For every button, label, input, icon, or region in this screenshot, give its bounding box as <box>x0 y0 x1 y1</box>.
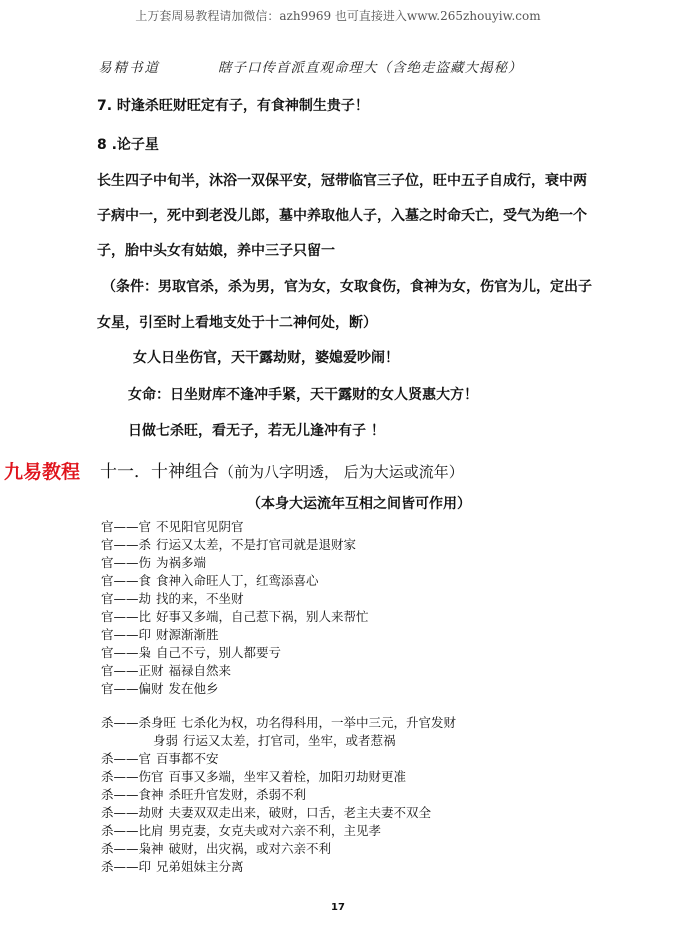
combination-value: 自己不亏，别人都要亏 <box>156 645 282 660</box>
combination-key: 官——偏财 <box>101 681 164 696</box>
combination-key: 杀——劫财 <box>101 805 164 820</box>
combination-row <box>101 590 369 608</box>
combination-key: 杀——伤官 <box>101 769 164 784</box>
combination-key: 官——劫 <box>101 591 152 606</box>
header-left: 易精书道 <box>98 60 160 76</box>
combination-key: 官——正财 <box>101 663 164 678</box>
combination-row <box>101 626 369 644</box>
combination-value: 为祸多端 <box>156 555 207 570</box>
combination-row <box>101 804 456 822</box>
combination-row <box>101 858 456 876</box>
combination-value: 找的来，不坐财 <box>156 591 244 606</box>
combination-key: 官——杀 <box>101 537 152 552</box>
combination-value: 财源渐渐胜 <box>156 627 219 642</box>
combination-value: 七杀化为权，功名得科用，一举中三元，升官发财 <box>181 715 457 730</box>
combination-value: 好事又多端，自己惹下祸，别人来帮忙 <box>156 609 369 624</box>
paragraph-line: （条件：男取官杀，杀为男，官为女，女取食伤，食神为女，伤官为儿，定出子 <box>102 279 592 295</box>
combination-key: 杀——官 <box>101 751 152 766</box>
paragraph-line: 日做七杀旺，看无子，若无儿逢冲有子 ！ <box>128 423 385 439</box>
combination-row <box>101 536 369 554</box>
combination-value: 食神入命旺人丁，红鸾添喜心 <box>156 573 319 588</box>
combination-key: 官——食 <box>101 573 152 588</box>
combination-row <box>101 822 456 840</box>
paragraph-line: 子病中一，死中到老没儿郎，墓中养取他人子，入墓之时命夭亡，受气为绝一个 <box>97 208 587 224</box>
combination-key: 官——比 <box>101 609 152 624</box>
section-title-note: （前为八字明透， 后为大运或流年） <box>219 463 464 481</box>
combination-row <box>101 714 456 732</box>
combination-value: 不见阳官见阴官 <box>156 519 244 534</box>
paragraph-8-heading: 8 .论子星 <box>97 137 159 153</box>
combination-key: 杀——食神 <box>101 787 164 802</box>
combination-value: 百事又多端，坐牢又着栓，加阳刃劫财更准 <box>168 769 407 784</box>
watermark-label: 九易教程 <box>4 461 81 483</box>
section-title <box>100 457 464 482</box>
combination-key: 官——官 <box>101 519 152 534</box>
combination-row <box>101 840 456 858</box>
combination-key: 杀——杀身旺 <box>101 715 177 730</box>
combination-row <box>101 572 369 590</box>
top-banner: 上万套周易教程请加微信：azh9969 也可直接进入www.265zhouyiw.com <box>135 9 541 23</box>
combination-row <box>101 680 369 698</box>
combination-row <box>101 786 456 804</box>
header-right: 瞎子口传首派直观命理大（含绝走盗藏大揭秘） <box>218 60 523 76</box>
combination-row <box>101 750 456 768</box>
combination-key: 杀——比肩 <box>101 823 164 838</box>
combination-key: 杀——枭神 <box>101 841 164 856</box>
combination-row <box>101 644 369 662</box>
paragraph-line: 子，胎中头女有姑娘，养中三子只留一 <box>97 243 335 259</box>
combination-value: 兄弟姐妹主分离 <box>156 859 244 874</box>
sha-combination-list <box>101 714 456 876</box>
guan-combination-list <box>101 518 369 698</box>
combination-row <box>101 608 369 626</box>
combination-key: 官——枭 <box>101 645 152 660</box>
combination-key: 杀——印 <box>101 859 152 874</box>
combination-key: 身弱 <box>153 733 179 748</box>
combination-row <box>101 768 456 786</box>
combination-value: 发在他乡 <box>168 681 219 696</box>
combination-row <box>101 732 456 750</box>
combination-value: 福禄自然来 <box>168 663 232 678</box>
combination-row <box>101 662 369 680</box>
combination-value: 百事都不安 <box>156 751 219 766</box>
paragraph-line: 长生四子中旬半，沐浴一双保平安，冠带临官三子位，旺中五子自成行，衰中两 <box>97 173 587 189</box>
paragraph-line: 女星，引至时上看地支处于十二神何处，断） <box>97 315 377 331</box>
combination-value: 破财，出灾祸，或对六亲不利 <box>168 841 332 856</box>
combination-value: 男克妻，女克夫或对六亲不利，主见孝 <box>168 823 382 838</box>
combination-key: 官——伤 <box>101 555 152 570</box>
combination-value: 夫妻双双走出来，破财，口舌，老主夫妻不双全 <box>168 805 432 820</box>
combination-key: 官——印 <box>101 627 152 642</box>
page-number: 17 <box>331 902 345 913</box>
combination-value: 行运又太差，不是打官司就是退财家 <box>156 537 357 552</box>
combination-row <box>101 554 369 572</box>
section-subtitle: （本身大运流年互相之间皆可作用） <box>247 496 471 512</box>
paragraph-7: 7. 时逢杀旺财旺定有子，有食神制生贵子！ <box>97 98 369 114</box>
paragraph-line: 女命：日坐财库不逢冲手紧，天干露财的女人贤惠大方！ <box>128 387 478 403</box>
combination-value: 杀旺升官发财，杀弱不利 <box>168 787 307 802</box>
section-title-main: 十一．十神组合 <box>100 462 219 482</box>
combination-value: 行运又太差，打官司，坐牢，或者惹祸 <box>183 733 396 748</box>
combination-row <box>101 518 369 536</box>
paragraph-line: 女人日坐伤官，天干露劫财，婆媳爱吵闹！ <box>133 350 399 366</box>
